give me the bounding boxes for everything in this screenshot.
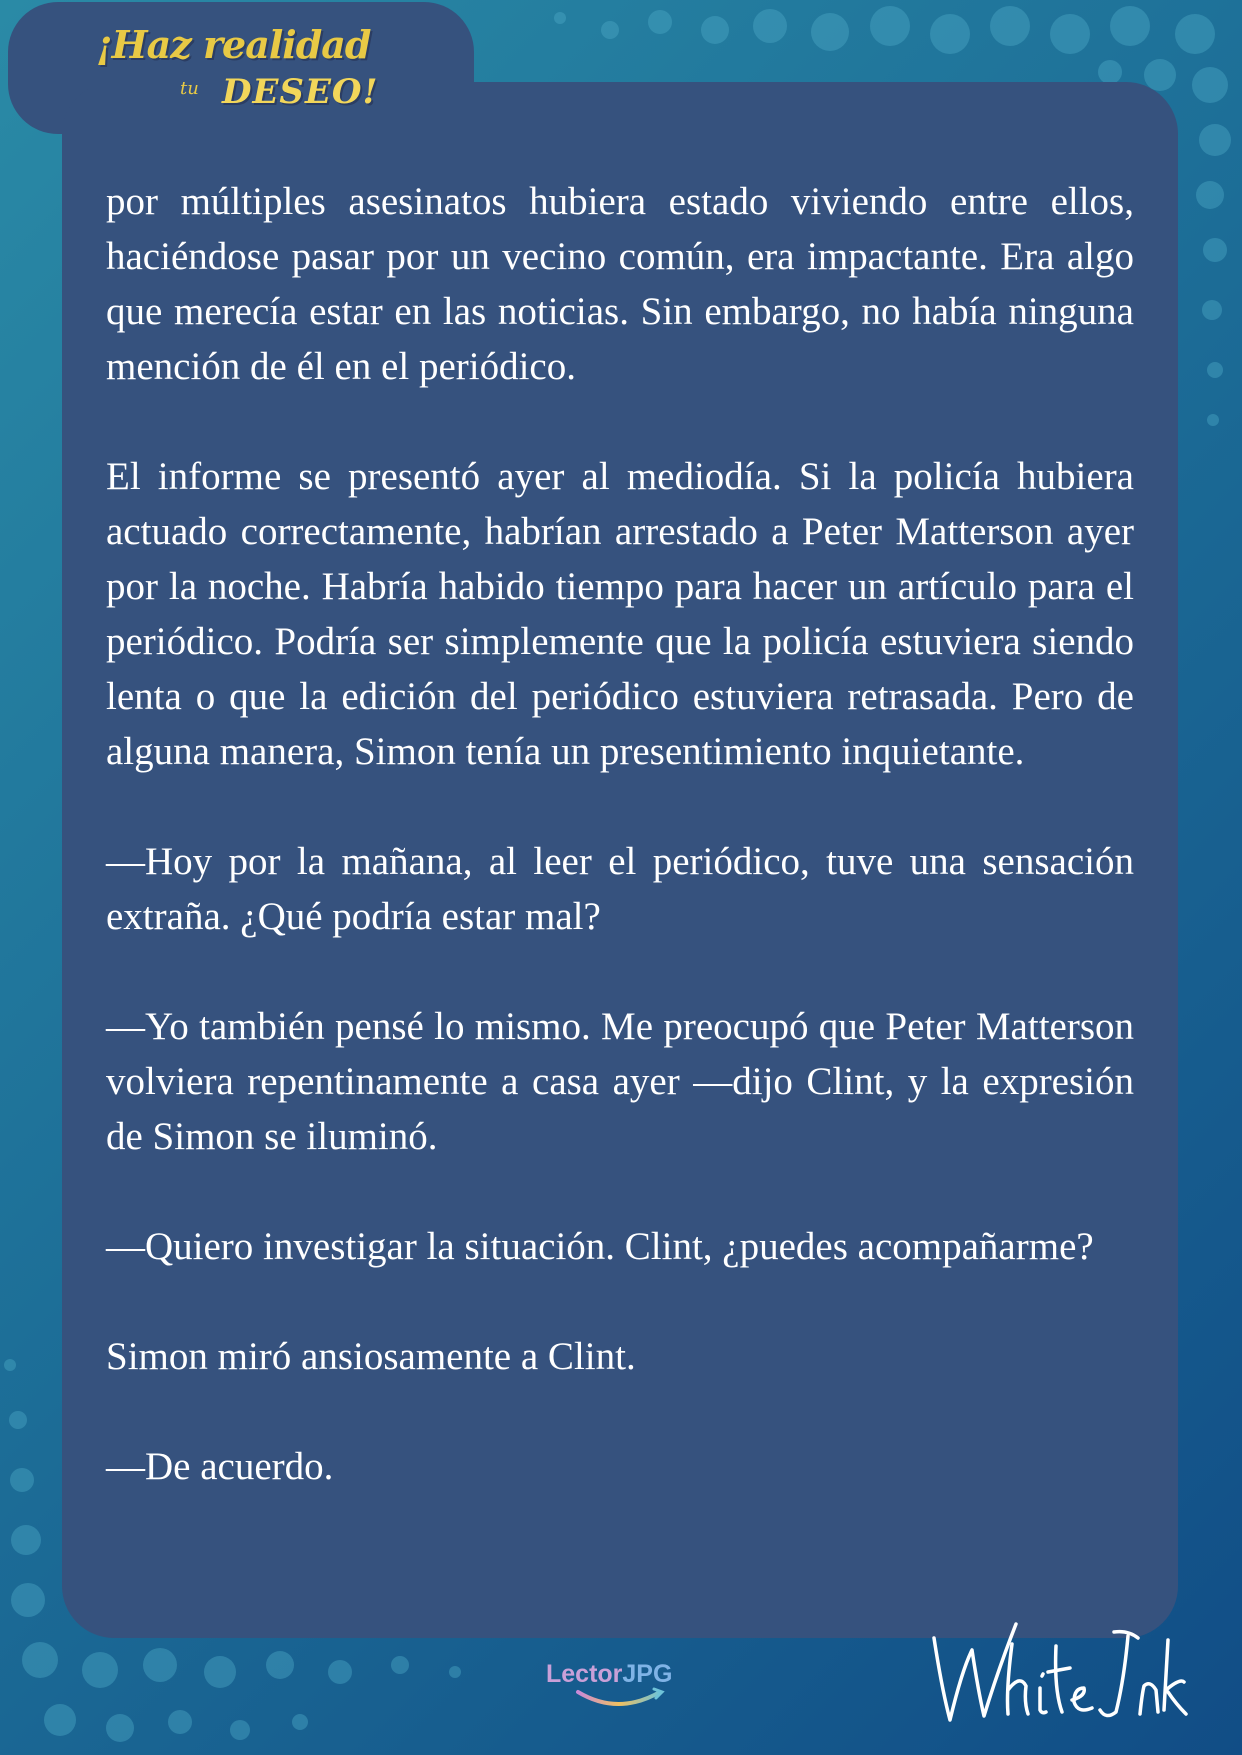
- logo-title: ¡Haz realidad: [96, 22, 371, 67]
- lectorjpg-watermark: [546, 1660, 696, 1720]
- logo-subtitle: DESEO!: [222, 72, 379, 112]
- smile-icon: [568, 1686, 678, 1716]
- page-text: [106, 174, 1134, 1494]
- paragraph: El informe se presentó ayer al mediodía. Si la policía hubiera actuado correctamente, habrían arrestado a Peter Matterson ayer por la noche. Habría habido tiempo para hacer un artículo para el periódico. Podría ser simplemente que la policía estuviera siendo lenta o que la edición del periódico estuviera retrasada. Pero de alguna manera, Simon tenía un presentimiento inquietante.: [106, 455, 1134, 773]
- paragraph: por múltiples asesinatos hubiera estado viviendo entre ellos, haciéndose pasar por un vecino común, era impactante. Era algo que merecía estar en las noticias. Sin embargo, no había ninguna mención de él en el periódico.: [106, 180, 1134, 388]
- white-ink-signature: [928, 1610, 1188, 1730]
- paragraph: Simon miró ansiosamente a Clint.: [106, 1335, 636, 1378]
- paragraph: —De acuerdo.: [106, 1445, 334, 1488]
- paragraph: —Yo también pensé lo mismo. Me preocupó que Peter Matterson volviera repentinamente a casa ayer —dijo Clint, y la expresión de Simon se iluminó.: [106, 1005, 1134, 1158]
- paragraph: —Hoy por la mañana, al leer el periódico, tuve una sensación extraña. ¿Qué podría estar mal?: [106, 840, 1134, 938]
- paragraph: —Quiero investigar la situación. Clint, ¿puedes acompañarme?: [106, 1225, 1094, 1268]
- logo-connector: tu: [180, 78, 199, 99]
- lectorjpg-logo-text: LectorJPG: [546, 1660, 673, 1688]
- logo: [96, 20, 379, 120]
